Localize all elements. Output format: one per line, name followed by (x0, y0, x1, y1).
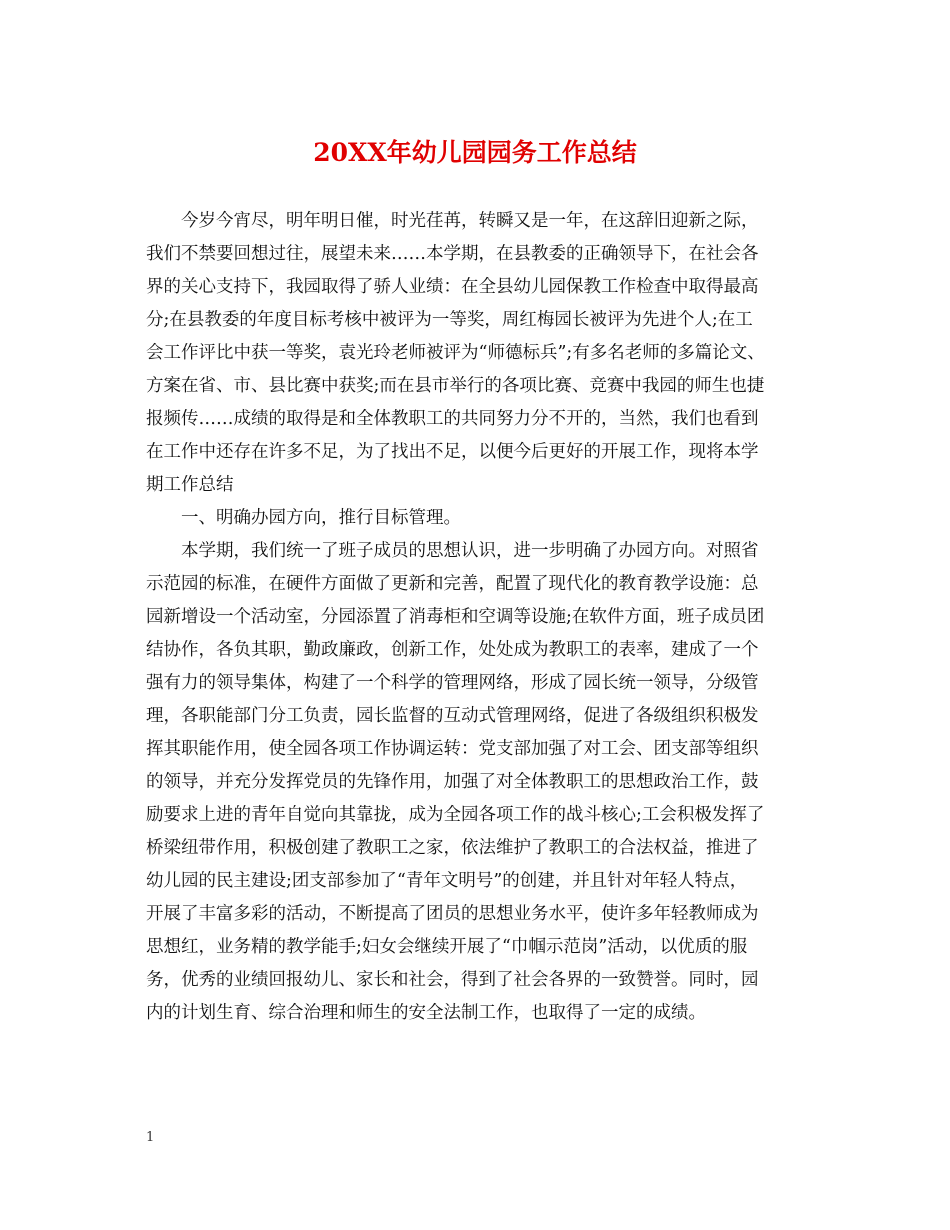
paragraph-line: 结协作，各负其职，勤政廉政，创新工作，处处成为教职工的表率，建成了一个 (146, 640, 759, 660)
paragraph-line: 强有力的领导集体，构建了一个科学的管理网络，形成了园长统一领导，分级管 (146, 673, 759, 693)
paragraph-line: 示范园的标准，在硬件方面做了更新和完善，配置了现代化的教育教学设施：总 (146, 574, 759, 594)
paragraph-line: 理，各职能部门分工负责，园长监督的互动式管理网络，促进了各级组织积极发 (146, 706, 759, 726)
paragraph-line: 会工作评比中获一等奖，袁光玲老师被评为“师德标兵”;有多名老师的多篇论文、 (146, 343, 765, 363)
paragraph-line: 励要求上进的青年自觉向其靠拢，成为全园各项工作的战斗核心;工会积极发挥了 (146, 805, 765, 825)
paragraph-line: 本学期，我们统一了班子成员的思想认识，进一步明确了办园方向。对照省 (181, 541, 759, 561)
section-heading: 一、明确办园方向，推行目标管理。 (181, 508, 461, 528)
paragraph-line: 园新增设一个活动室，分园添置了消毒柜和空调等设施;在软件方面，班子成员团 (146, 607, 765, 627)
paragraph-line: 方案在省、市、县比赛中获奖;而在县市举行的各项比赛、竞赛中我园的师生也捷 (146, 376, 765, 396)
page-number: 1 (146, 1130, 155, 1145)
paragraph-line: 在工作中还存在许多不足，为了找出不足，以便今后更好的开展工作，现将本学 (146, 442, 759, 462)
paragraph-line: 我们不禁要回想过往，展望未来……本学期，在县教委的正确领导下，在社会各 (146, 244, 759, 264)
paragraph-line: 报频传……成绩的取得是和全体教职工的共同努力分不开的，当然，我们也看到 (146, 409, 759, 429)
paragraph-line: 期工作总结 (146, 475, 234, 495)
paragraph-line: 分;在县教委的年度目标考核中被评为一等奖，周红梅园长被评为先进个人;在工 (146, 310, 753, 330)
paragraph-line: 界的关心支持下，我园取得了骄人业绩：在全县幼儿园保教工作检查中取得最高 (146, 277, 759, 297)
paragraph-line: 桥梁纽带作用，积极创建了教职工之家，依法维护了教职工的合法权益，推进了 (146, 838, 759, 858)
paragraph-line: 思想红，业务精的教学能手;妇女会继续开展了“巾帼示范岗”活动，以优质的服 (146, 937, 748, 957)
paragraph-line: 务，优秀的业绩回报幼儿、家长和社会，得到了社会各界的一致赞誉。同时，园 (146, 970, 759, 990)
paragraph-line: 的领导，并充分发挥党员的先锋作用，加强了对全体教职工的思想政治工作，鼓 (146, 772, 759, 792)
document-body (146, 205, 826, 1030)
paragraph-line: 幼儿园的民主建设;团支部参加了“青年文明号”的创建，并且针对年轻人特点， (146, 871, 748, 891)
paragraph-line: 今岁今宵尽，明年明日催，时光荏苒，转瞬又是一年，在这辞旧迎新之际， (181, 211, 759, 231)
document-title: 20XX年幼儿园园务工作总结 (313, 138, 637, 167)
paragraph-line: 挥其职能作用，使全园各项工作协调运转：党支部加强了对工会、团支部等组织 (146, 739, 759, 759)
paragraph-line: 内的计划生育、综合治理和师生的安全法制工作，也取得了一定的成绩。 (146, 1003, 706, 1023)
paragraph-line: 开展了丰富多彩的活动，不断提高了团员的思想业务水平，使许多年轻教师成为 (146, 904, 759, 924)
